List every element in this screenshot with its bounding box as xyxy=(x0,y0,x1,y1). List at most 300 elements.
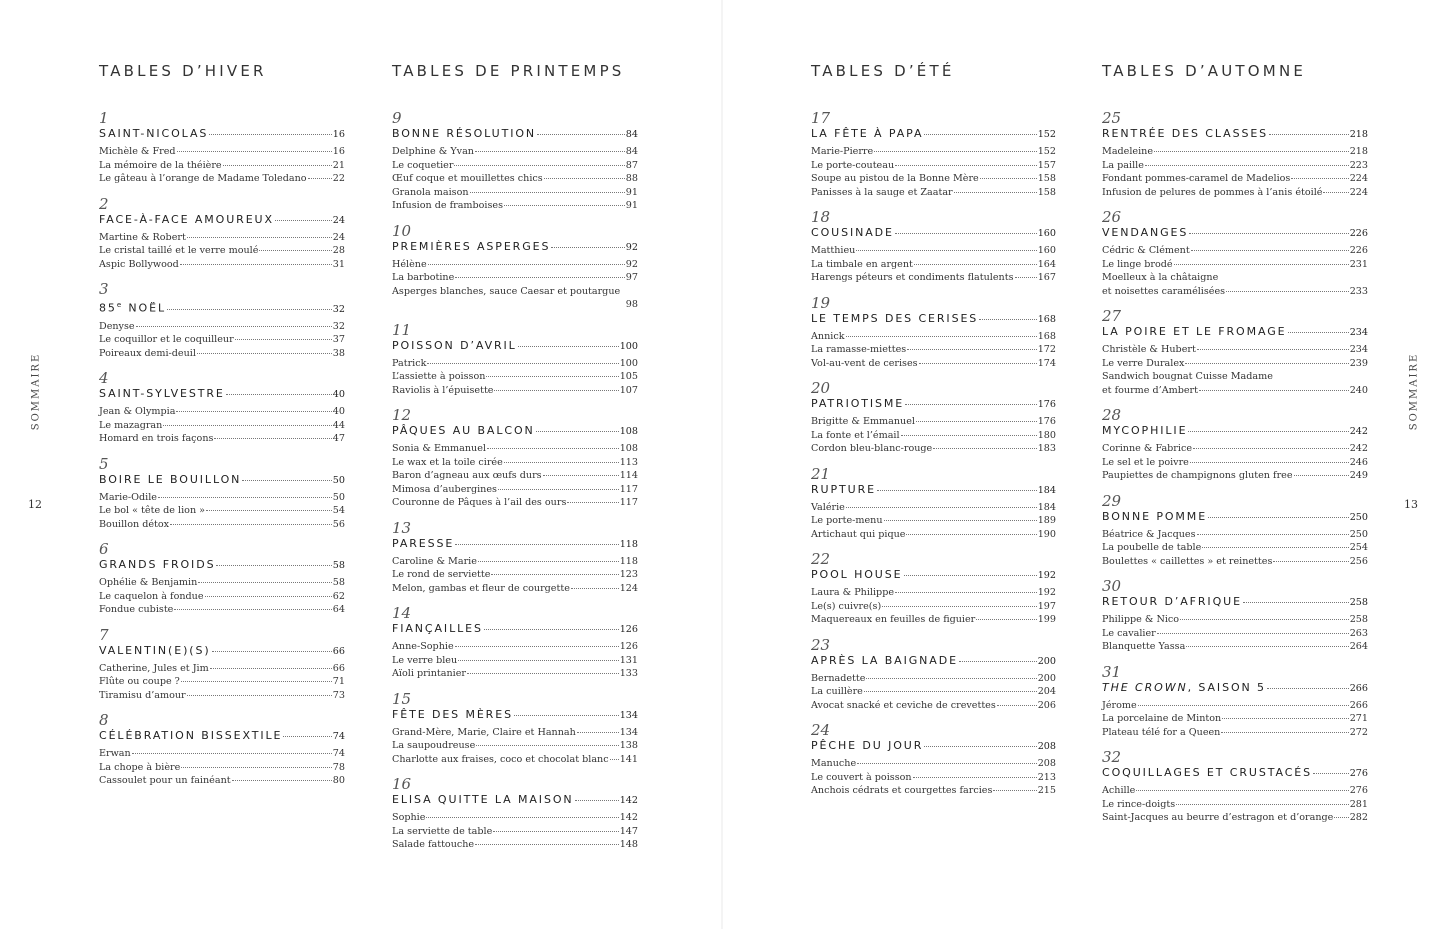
chapter xyxy=(811,295,1056,371)
toc-entry[interactable] xyxy=(811,186,1056,200)
entry-label: Moelleux à la châtaigne xyxy=(1102,272,1219,283)
toc-entry[interactable] xyxy=(392,442,638,456)
entry-label: La saupoudreuse xyxy=(392,740,476,751)
chapter-heading[interactable] xyxy=(811,568,1056,583)
chapter xyxy=(99,110,345,186)
entry-label: Le verre Duralex xyxy=(1102,357,1185,369)
leader-dots xyxy=(427,363,618,364)
leader-dots xyxy=(933,448,1036,449)
leader-dots xyxy=(864,691,1037,692)
entry-page: 168 xyxy=(1037,330,1056,342)
entry-label: Béatrice & Jacques xyxy=(1102,528,1196,540)
entry-label: Salade fattouche xyxy=(392,839,475,850)
entry-page: 172 xyxy=(1037,344,1056,355)
toc-entry[interactable] xyxy=(99,258,345,272)
toc-entry[interactable] xyxy=(392,370,638,384)
chapter-number: 2 xyxy=(99,194,109,213)
toc-entry[interactable] xyxy=(99,432,345,446)
chapter-heading[interactable] xyxy=(99,298,345,317)
entry-label: Melon, gambas et fleur de courgette xyxy=(392,582,570,594)
toc-entry[interactable] xyxy=(811,330,1056,344)
entry-page: 62 xyxy=(332,590,345,602)
toc-entry[interactable] xyxy=(1102,811,1368,825)
entry-label: Anchois cédrats et courgettes farcies xyxy=(811,785,993,796)
toc-entry[interactable] xyxy=(1102,442,1368,456)
leader-dots xyxy=(1222,718,1348,719)
chapter-heading[interactable] xyxy=(811,739,1056,754)
entry-label: Blanquette Yassa xyxy=(1102,641,1186,652)
chapter-number: 28 xyxy=(1102,406,1122,424)
entry-page: 114 xyxy=(619,470,638,481)
toc-entry[interactable] xyxy=(99,747,345,761)
entry-page: 91 xyxy=(625,200,638,211)
toc-entry[interactable] xyxy=(392,582,638,596)
toc-entry[interactable] xyxy=(1102,627,1368,641)
toc-entry[interactable] xyxy=(99,244,345,258)
toc-entry[interactable] xyxy=(99,774,345,788)
leader-dots xyxy=(914,264,1037,265)
entry-label: Saint-Jacques au beurre d’estragon et d’orange xyxy=(1102,812,1334,823)
entry-label: Michèle & Fred xyxy=(99,146,176,157)
entry-page: 224 xyxy=(1349,173,1368,184)
entry-label: Le rond de serviette xyxy=(392,569,491,580)
chapter-title: VENDANGES xyxy=(1102,226,1189,239)
toc-entry[interactable] xyxy=(811,672,1056,686)
leader-dots xyxy=(924,746,1036,747)
toc-entry[interactable] xyxy=(99,159,345,173)
leader-dots xyxy=(959,661,1037,662)
chapter xyxy=(1102,493,1368,569)
entry-page: 56 xyxy=(332,518,345,530)
chapter-heading[interactable] xyxy=(392,622,638,637)
entry-label: Infusion de framboises xyxy=(392,200,504,211)
chapter-number: 14 xyxy=(392,604,412,622)
toc-entry[interactable] xyxy=(392,159,638,173)
toc-entry[interactable] xyxy=(392,640,638,654)
entry-page: 50 xyxy=(332,491,345,503)
entry-label: Grand-Mère, Marie, Claire et Hannah xyxy=(392,726,576,738)
entry-label: Charlotte aux fraises, coco et chocolat blanc xyxy=(392,753,609,765)
entry-page: 158 xyxy=(1037,186,1056,198)
column-spring xyxy=(392,62,638,862)
chapter-heading[interactable] xyxy=(1102,325,1368,340)
entry-page: 64 xyxy=(332,604,345,616)
entry-page: 134 xyxy=(619,726,638,738)
entry-page: 88 xyxy=(625,173,638,184)
leader-dots xyxy=(866,678,1036,679)
entry-label: Le caquelon à fondue xyxy=(99,590,204,602)
chapter-heading[interactable] xyxy=(99,729,345,744)
toc-entry[interactable] xyxy=(811,784,1056,798)
entry-label: Infusion de pelures de pommes à l’anis étoilé xyxy=(1102,186,1323,198)
entry-page: 183 xyxy=(1037,443,1056,454)
leader-dots xyxy=(901,435,1037,436)
toc-entry[interactable] xyxy=(811,244,1056,258)
toc-entry[interactable] xyxy=(99,689,345,703)
chapter-number: 25 xyxy=(1102,109,1122,127)
toc-entry[interactable] xyxy=(99,504,345,518)
toc-entry[interactable] xyxy=(99,662,345,676)
toc-entry[interactable] xyxy=(811,613,1056,627)
toc-entry[interactable] xyxy=(811,429,1056,443)
toc-entry[interactable] xyxy=(1102,258,1368,272)
chapter-number: 20 xyxy=(811,379,831,397)
toc-entry[interactable] xyxy=(99,518,345,532)
toc-entry[interactable] xyxy=(811,271,1056,285)
toc-entry[interactable] xyxy=(392,199,638,213)
toc-entry[interactable] xyxy=(392,271,638,285)
toc-entry[interactable] xyxy=(811,145,1056,159)
chapter-heading[interactable] xyxy=(392,537,638,552)
leader-dots xyxy=(1208,517,1349,518)
entry-page: 91 xyxy=(625,186,638,198)
toc-entry[interactable] xyxy=(1102,145,1368,159)
toc-entry[interactable] xyxy=(1102,357,1368,371)
entry-page: 204 xyxy=(1037,686,1056,697)
chapter-title: VALENTIN(E)(S) xyxy=(99,643,211,657)
leader-dots xyxy=(209,134,332,135)
chapter-heading[interactable] xyxy=(392,240,638,255)
leader-dots xyxy=(536,431,619,432)
leader-dots xyxy=(216,565,331,566)
toc-entry[interactable] xyxy=(1102,469,1368,483)
toc-entry[interactable] xyxy=(811,159,1056,173)
toc-entry[interactable] xyxy=(99,675,345,689)
leader-dots xyxy=(275,220,332,221)
leader-dots xyxy=(1154,151,1349,152)
side-label-left: SOMMAIRE xyxy=(30,352,42,431)
toc-entry[interactable] xyxy=(811,586,1056,600)
entry-page: 126 xyxy=(619,641,638,652)
toc-entry[interactable] xyxy=(99,603,345,617)
leader-dots xyxy=(1243,602,1349,603)
chapter-heading[interactable] xyxy=(811,397,1056,412)
chapter-number: 6 xyxy=(99,540,109,559)
leader-dots xyxy=(180,264,332,265)
entry-page: 157 xyxy=(1037,159,1056,171)
leader-dots xyxy=(856,250,1036,251)
toc-entry[interactable] xyxy=(811,685,1056,699)
chapter-title: LA FÊTE À PAPA xyxy=(811,127,924,140)
entry-page: 16 xyxy=(332,146,345,157)
leader-dots xyxy=(1288,332,1349,333)
chapter-heading[interactable] xyxy=(99,213,345,228)
entry-label: Avocat snacké et ceviche de crevettes xyxy=(811,699,996,711)
right-page xyxy=(722,0,1445,929)
leader-dots xyxy=(1145,165,1349,166)
chapter-title: COUSINADE xyxy=(811,226,894,239)
season-title: TABLES D’AUTOMNE xyxy=(1102,62,1307,80)
leader-dots xyxy=(895,165,1037,166)
toc-entry[interactable] xyxy=(811,600,1056,614)
toc-entry[interactable] xyxy=(1102,555,1368,569)
entry-label: Hélène xyxy=(392,258,427,270)
toc-entry[interactable] xyxy=(811,172,1056,186)
entry-label: Le sel et le poivre xyxy=(1102,456,1189,468)
chapter xyxy=(392,776,638,852)
toc-entry[interactable] xyxy=(811,357,1056,371)
toc-entry[interactable] xyxy=(99,590,345,604)
chapter-number: 9 xyxy=(392,109,402,127)
chapter-title: POISSON D’AVRIL xyxy=(392,338,517,352)
toc-entry[interactable] xyxy=(1102,456,1368,470)
chapter-number: 17 xyxy=(811,109,831,127)
entry-label: Baron d’agneau aux œufs durs xyxy=(392,470,542,481)
toc-entry[interactable] xyxy=(1102,784,1368,798)
leader-dots xyxy=(181,681,332,682)
toc-entry[interactable] xyxy=(811,501,1056,515)
toc-entry[interactable] xyxy=(1102,528,1368,542)
toc-entry[interactable] xyxy=(392,186,638,200)
entry-page: 105 xyxy=(619,371,638,382)
entry-page: 233 xyxy=(1349,285,1368,297)
chapter-number: 23 xyxy=(811,635,831,654)
toc-entry[interactable] xyxy=(99,231,345,245)
toc-entry[interactable] xyxy=(99,491,345,505)
entry-page: 272 xyxy=(1349,726,1368,738)
chapter-heading[interactable] xyxy=(392,339,638,354)
toc-entry[interactable] xyxy=(392,357,638,371)
chapter xyxy=(811,209,1056,285)
season-title: TABLES DE PRINTEMPS xyxy=(392,62,625,80)
toc-entry[interactable] xyxy=(392,654,638,668)
leader-dots xyxy=(884,520,1037,521)
chapter-heading[interactable] xyxy=(1102,226,1368,241)
chapter-title: FÊTE DES MÈRES xyxy=(392,707,513,721)
leader-dots xyxy=(882,606,1036,607)
toc-entry[interactable] xyxy=(392,667,638,681)
chapter-heading[interactable] xyxy=(1102,595,1368,610)
toc-entry[interactable] xyxy=(1102,699,1368,713)
toc-entry[interactable] xyxy=(392,838,638,852)
leader-dots xyxy=(487,448,619,449)
chapter xyxy=(392,407,638,510)
chapter-number: 7 xyxy=(99,625,109,644)
leader-dots xyxy=(1202,547,1348,548)
entry-page: 250 xyxy=(1349,528,1368,540)
chapter-page: 192 xyxy=(1037,570,1056,581)
chapter-heading[interactable] xyxy=(99,127,345,142)
toc-entry[interactable] xyxy=(392,825,638,839)
chapter-number: 31 xyxy=(1102,662,1122,681)
entry-page: 98 xyxy=(625,299,638,310)
chapter xyxy=(811,380,1056,456)
entry-page: 133 xyxy=(619,668,638,679)
leader-dots xyxy=(158,497,332,498)
toc-entry[interactable] xyxy=(99,145,345,159)
toc-entry[interactable] xyxy=(811,514,1056,528)
chapter-heading[interactable] xyxy=(811,483,1056,498)
toc-entry[interactable] xyxy=(392,384,638,398)
toc-entry[interactable] xyxy=(811,757,1056,771)
toc-entry[interactable] xyxy=(392,469,638,483)
toc-entry[interactable] xyxy=(1102,640,1368,654)
chapter-heading[interactable] xyxy=(811,226,1056,241)
chapter xyxy=(99,712,345,788)
leader-dots xyxy=(484,629,619,630)
chapter-page: 234 xyxy=(1349,327,1368,338)
toc-entry[interactable] xyxy=(392,753,638,767)
chapter-heading[interactable] xyxy=(392,127,638,142)
leader-dots xyxy=(993,790,1036,791)
toc-entry[interactable] xyxy=(811,699,1056,713)
chapter-heading[interactable] xyxy=(392,793,638,808)
entry-label: Le cristal taillé et le verre moulé xyxy=(99,245,259,256)
toc-entry[interactable] xyxy=(99,576,345,590)
entry-page: 108 xyxy=(619,443,638,454)
entry-label: Le mazagran xyxy=(99,419,163,431)
toc-entry[interactable] xyxy=(392,285,638,312)
entry-label: Sonia & Emmanuel xyxy=(392,443,486,454)
leader-dots xyxy=(1193,448,1349,449)
leader-dots xyxy=(979,319,1037,320)
chapter-heading[interactable] xyxy=(99,387,345,402)
entry-page: 100 xyxy=(619,357,638,369)
chapter-number: 13 xyxy=(392,518,412,537)
toc-entry[interactable] xyxy=(99,333,345,347)
toc-entry[interactable] xyxy=(811,771,1056,785)
entry-label: Paupiettes de champignons gluten free xyxy=(1102,470,1293,481)
entry-page: 84 xyxy=(625,146,638,157)
chapter-heading[interactable] xyxy=(811,127,1056,142)
chapter-heading[interactable] xyxy=(1102,127,1368,142)
chapter-page: 108 xyxy=(619,426,638,437)
leader-dots xyxy=(458,660,619,661)
entry-label: La poubelle de table xyxy=(1102,542,1202,553)
leader-dots xyxy=(1269,134,1349,135)
entry-label: Manuche xyxy=(811,758,857,769)
leader-dots xyxy=(475,151,625,152)
toc-entry[interactable] xyxy=(99,405,345,419)
entry-label: Granola maison xyxy=(392,186,469,198)
leader-dots xyxy=(846,507,1037,508)
toc-entry[interactable] xyxy=(811,528,1056,542)
toc-entry[interactable] xyxy=(1102,613,1368,627)
leader-dots xyxy=(454,165,624,166)
entry-label: Panisses à la sauge et Zaatar xyxy=(811,186,953,198)
toc-entry[interactable] xyxy=(99,419,345,433)
chapter xyxy=(99,281,345,360)
leader-dots xyxy=(916,421,1037,422)
entry-page: 32 xyxy=(332,320,345,332)
toc-entry[interactable] xyxy=(392,172,638,186)
toc-entry[interactable] xyxy=(1102,244,1368,258)
chapter-heading[interactable] xyxy=(392,424,638,439)
chapter-heading[interactable] xyxy=(99,473,345,488)
toc-entry[interactable] xyxy=(1102,712,1368,726)
chapter xyxy=(1102,578,1368,654)
entry-page: 215 xyxy=(1037,785,1056,796)
chapter-heading[interactable] xyxy=(99,558,345,573)
entry-label: La fonte et l’émail xyxy=(811,429,900,441)
leader-dots xyxy=(214,438,331,439)
leader-dots xyxy=(470,192,625,193)
leader-dots xyxy=(504,462,619,463)
entry-label: Sandwich bougnat Cuisse Madame xyxy=(1102,371,1273,382)
toc-entry[interactable] xyxy=(392,456,638,470)
chapter-number: 12 xyxy=(392,406,412,424)
toc-entry[interactable] xyxy=(392,496,638,510)
leader-dots xyxy=(223,165,332,166)
toc-entry[interactable] xyxy=(392,483,638,497)
chapter-page: 250 xyxy=(1349,511,1368,523)
toc-entry[interactable] xyxy=(1102,370,1368,397)
toc-entry[interactable] xyxy=(392,568,638,582)
leader-dots xyxy=(857,763,1037,764)
chapter-title: COQUILLAGES ET CRUSTACÉS xyxy=(1102,766,1313,779)
entry-label: Le coquillor et le coquilleur xyxy=(99,334,234,346)
toc-entry[interactable] xyxy=(392,258,638,272)
chapter-page: 258 xyxy=(1349,597,1368,608)
leader-dots xyxy=(1323,192,1348,193)
chapter-page: 152 xyxy=(1037,129,1056,140)
toc-entry[interactable] xyxy=(1102,159,1368,173)
chapter-title: SAINT-NICOLAS xyxy=(99,127,209,140)
toc-entry[interactable] xyxy=(811,442,1056,456)
toc-entry[interactable] xyxy=(811,343,1056,357)
chapter-heading[interactable] xyxy=(1102,766,1368,781)
entry-label-continued: et fourme d’Ambert xyxy=(1102,384,1198,396)
chapter-title: THE CROWN xyxy=(1102,680,1188,694)
chapter-number: 29 xyxy=(1102,491,1122,510)
chapter-page: 176 xyxy=(1037,399,1056,410)
chapter-heading[interactable] xyxy=(1102,681,1368,696)
toc-entry[interactable] xyxy=(811,258,1056,272)
toc-entry[interactable] xyxy=(392,726,638,740)
toc-entry[interactable] xyxy=(1102,186,1368,200)
entry-label: Le cavalier xyxy=(1102,627,1156,639)
entry-label: Harengs péteurs et condiments flatulents xyxy=(811,272,1014,283)
toc-entry[interactable] xyxy=(1102,172,1368,186)
toc-entry[interactable] xyxy=(392,811,638,825)
toc-entry[interactable] xyxy=(1102,798,1368,812)
toc-entry[interactable] xyxy=(99,761,345,775)
chapter-heading[interactable] xyxy=(811,312,1056,327)
chapter-title: LE TEMPS DES CERISES xyxy=(811,311,979,325)
leader-dots xyxy=(575,800,619,801)
toc-entry[interactable] xyxy=(99,347,345,361)
chapter-heading[interactable] xyxy=(1102,424,1368,439)
toc-entry[interactable] xyxy=(392,555,638,569)
chapter-heading[interactable] xyxy=(1102,510,1368,525)
chapter xyxy=(99,370,345,446)
chapter-heading[interactable] xyxy=(811,654,1056,669)
toc-entry[interactable] xyxy=(1102,541,1368,555)
entry-page: 142 xyxy=(619,812,638,823)
toc-entry[interactable] xyxy=(1102,726,1368,740)
chapter xyxy=(392,691,638,767)
toc-entry[interactable] xyxy=(99,320,345,334)
entry-label: Soupe au pistou de la Bonne Mère xyxy=(811,173,979,184)
leader-dots xyxy=(976,619,1036,620)
entry-label: Delphine & Yvan xyxy=(392,146,474,157)
toc-entry[interactable] xyxy=(1102,271,1368,298)
entry-label: Cédric & Clément xyxy=(1102,245,1190,256)
chapter-heading[interactable] xyxy=(99,644,345,659)
chapter-page: 40 xyxy=(332,389,345,401)
entry-label: Le gâteau à l’orange de Madame Toledano xyxy=(99,173,307,184)
toc-entry[interactable] xyxy=(1102,343,1368,357)
toc-entry[interactable] xyxy=(392,739,638,753)
toc-entry[interactable] xyxy=(392,145,638,159)
leader-dots xyxy=(197,353,332,354)
toc-entry[interactable] xyxy=(811,415,1056,429)
leader-dots xyxy=(1186,646,1348,647)
entry-label: Cassoulet pour un fainéant xyxy=(99,775,231,787)
toc-entry[interactable] xyxy=(99,172,345,186)
chapter-heading[interactable] xyxy=(392,708,638,723)
leader-dots xyxy=(577,732,619,733)
